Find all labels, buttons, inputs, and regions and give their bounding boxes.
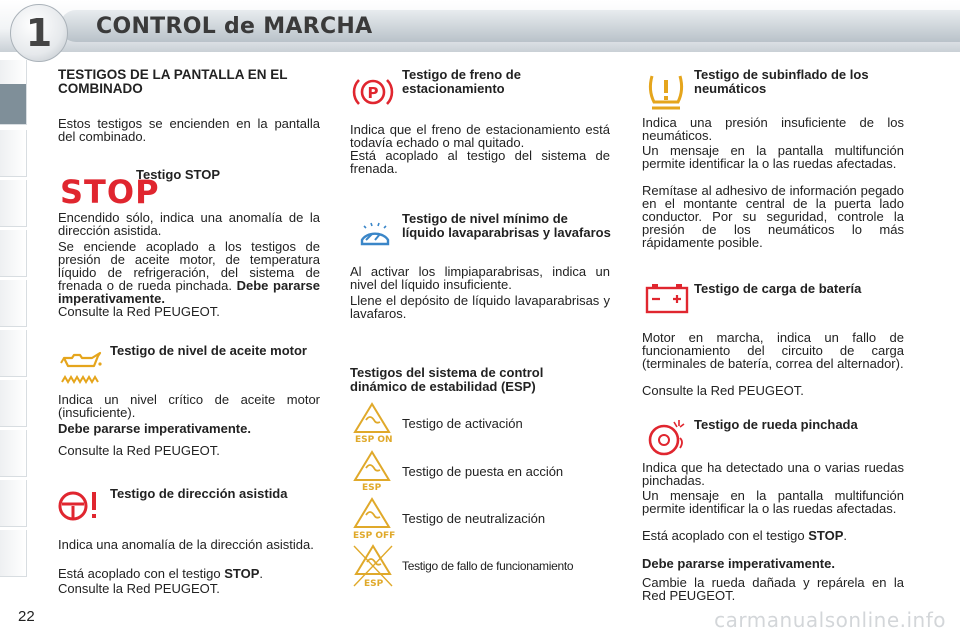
underinflation-text-2: Un mensaje en la pantalla multifunción permite identificar la o las ruedas afectadas.	[642, 143, 904, 171]
page-number: 22	[18, 608, 35, 625]
steering-text-2	[58, 567, 320, 580]
oil-can-icon	[58, 344, 104, 386]
esp-fault-icon-label: ESP	[364, 579, 384, 589]
svg-text:P: P	[367, 84, 379, 102]
esp-activation-text: Testigo de activación	[402, 416, 523, 431]
section-title: TESTIGOS DE LA PANTALLA EN EL COMBINADO	[58, 67, 288, 96]
puncture-text-3-pre: Está acoplado con el testigo	[642, 528, 809, 543]
oil-text-3: Consulte la Red PEUGEOT.	[58, 443, 220, 458]
side-tab[interactable]	[0, 130, 27, 177]
chapter-badge	[10, 4, 68, 62]
watermark: carmanualsonline.info	[714, 608, 946, 632]
stop-icon-text: STOP	[60, 173, 160, 211]
stop-text-2	[58, 240, 320, 305]
puncture-text-1: Indica que ha detectado una o varias ruedas pinchadas.	[642, 460, 904, 488]
washer-text-2: Llene el depósito de líquido lavaparabrisas y lavafaros.	[350, 293, 610, 321]
flat-tire-icon	[644, 416, 688, 458]
side-tab[interactable]	[0, 380, 27, 427]
stop-text-3: Consulte la Red PEUGEOT.	[58, 304, 220, 319]
puncture-text-3	[642, 529, 904, 542]
power-steering-icon	[58, 488, 102, 524]
side-tab[interactable]	[0, 280, 27, 327]
page-title: CONTROL de MARCHA	[96, 14, 373, 39]
puncture-text-4: Debe pararse imperativamente.	[642, 556, 835, 571]
esp-deactivation-text: Testigo de neutralización	[402, 511, 546, 526]
puncture-text-5: Cambie la rueda dañada y repárela en la Red PEUGEOT.	[642, 575, 904, 603]
side-tab[interactable]	[0, 430, 27, 477]
stop-icon	[58, 172, 160, 211]
esp-fault-icon	[350, 542, 396, 590]
battery-title: Testigo de carga de batería	[694, 281, 862, 296]
stop-text-2-body: Se enciende acoplado a los testigos de presión de aceite motor, de temperatura líquido de refrigeración, del sistema de frenada o de rueda pinchada.	[58, 239, 320, 293]
esp-off-icon	[350, 497, 394, 541]
stop-text-1: Encendido sólo, indica una anomalía de la dirección asistida.	[58, 210, 320, 238]
intro-text: Estos testigos se encienden en la pantalla del combinado.	[58, 116, 320, 144]
side-tab[interactable]	[0, 530, 27, 577]
side-tab-active[interactable]	[0, 84, 27, 125]
oil-text-1: Indica un nivel crítico de aceite motor (insuficiente).	[58, 392, 320, 420]
underinflation-text-1: Indica una presión insuficiente de los neumáticos.	[642, 115, 904, 143]
parking-text-1: Indica que el freno de estacionamiento está todavía echado o mal quitado.	[350, 122, 610, 150]
esp-on-icon	[352, 402, 392, 444]
chapter-number: 1	[25, 11, 53, 55]
steering-text-2-pre: Está acoplado con el testigo	[58, 566, 225, 581]
steering-text-2-bold: STOP	[224, 566, 260, 581]
battery-text-1: Motor en marcha, indica un fallo de funcionamiento del circuito de carga (terminales de batería, correa del alternador).	[642, 330, 904, 371]
side-tab[interactable]	[0, 180, 27, 227]
parking-title: Testigo de freno de estacionamiento	[402, 67, 521, 96]
parking-text-2: Está acoplado al testigo del sistema de frenada.	[350, 148, 610, 176]
stop-title: Testigo STOP	[136, 167, 221, 182]
oil-text-2: Debe pararse imperativamente.	[58, 421, 251, 436]
oil-title: Testigo de nivel de aceite motor	[110, 343, 307, 358]
washer-title: Testigo de nivel mínimo de líquido lavaparabrisas y lavafaros	[402, 211, 611, 240]
puncture-text-3-bold: STOP	[808, 528, 844, 543]
steering-text-2-post: .	[259, 566, 264, 581]
stop-text-2-bold: Debe pararse imperativamente.	[58, 278, 320, 306]
esp-off-icon-label: ESP OFF	[353, 531, 396, 541]
underinflation-title: Testigo de subinflado de los neumáticos	[694, 67, 869, 96]
side-tab[interactable]	[0, 230, 27, 277]
esp-on-icon-label: ESP ON	[355, 435, 393, 445]
puncture-text-2: Un mensaje en la pantalla multifunción permite identificar la o las ruedas afectadas.	[642, 488, 904, 516]
underinflation-text-3: Remítase al adhesivo de información pegado en el montante central de la puerta lado conductor. Por su seguridad, controle la presión de los neumáticos lo más rápidamente posible.	[642, 183, 904, 250]
side-tab[interactable]	[0, 480, 27, 527]
tire-pressure-icon	[644, 68, 688, 112]
steering-text-1: Indica una anomalía de la dirección asistida.	[58, 537, 314, 552]
puncture-title: Testigo de rueda pinchada	[694, 417, 858, 432]
esp-fault-text: Testigo de fallo de funcionamiento	[402, 559, 574, 573]
steering-text-3: Consulte la Red PEUGEOT.	[58, 581, 220, 596]
esp-active-icon	[352, 450, 392, 492]
esp-in-action-text: Testigo de puesta en acción	[402, 464, 564, 479]
steering-title: Testigo de dirección asistida	[110, 486, 288, 501]
esp-active-icon-label: ESP	[362, 483, 382, 493]
esp-title: Testigos del sistema de control dinámico de estabilidad (ESP)	[350, 365, 544, 394]
battery-icon	[644, 282, 690, 316]
washer-fluid-icon	[356, 218, 394, 252]
puncture-text-3-post: .	[843, 528, 848, 543]
battery-text-2: Consulte la Red PEUGEOT.	[642, 383, 804, 398]
washer-text-1: Al activar los limpiaparabrisas, indica un nivel del líquido insuficiente.	[350, 264, 610, 292]
side-tab[interactable]	[0, 330, 27, 377]
parking-brake-icon	[352, 74, 394, 110]
